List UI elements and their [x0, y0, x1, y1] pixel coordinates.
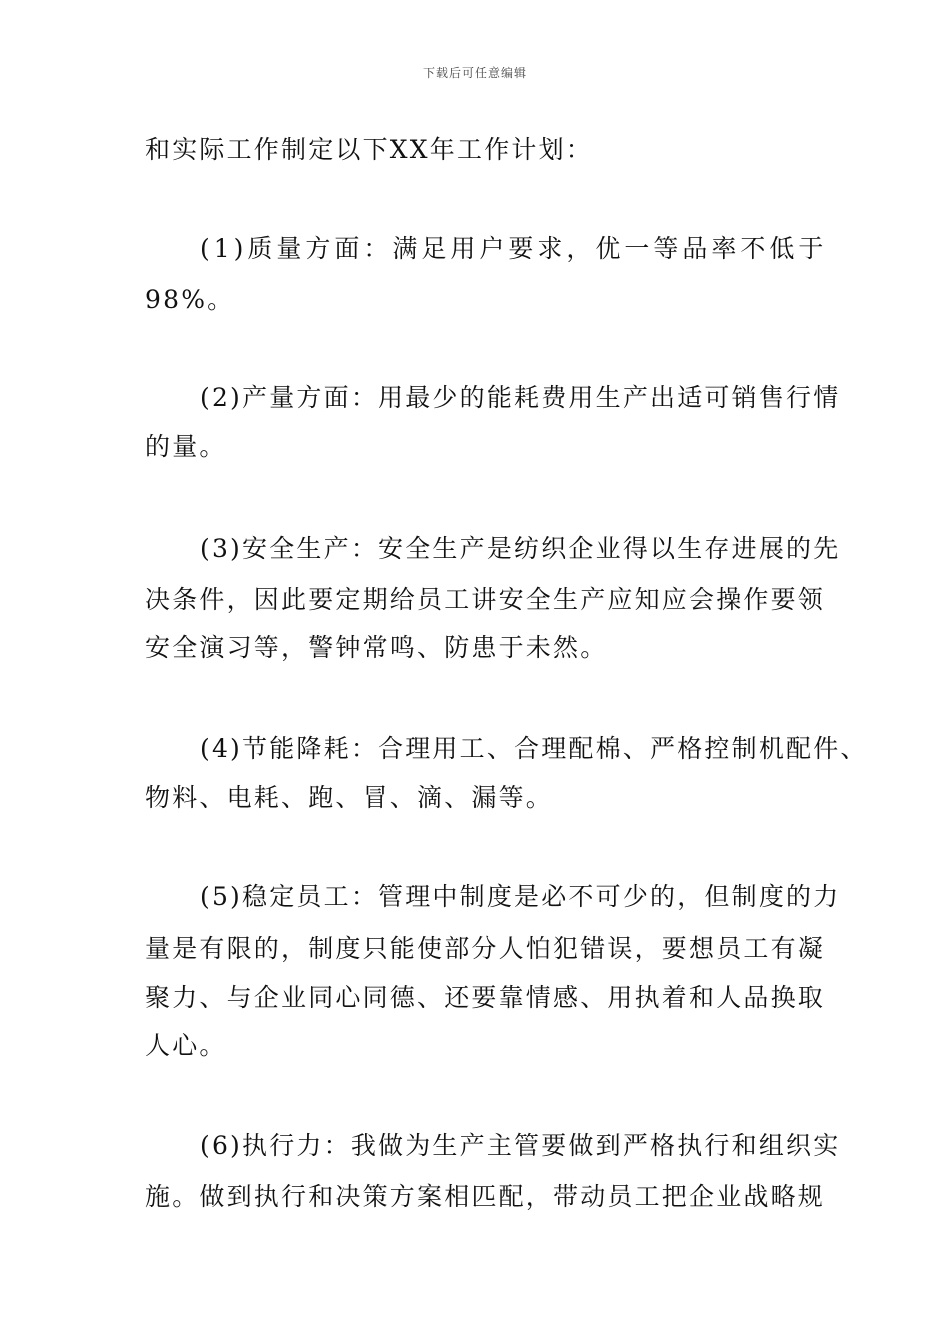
item-5-line-3: 聚力、与企业同心同德、还要靠情感、用执着和人品换取: [145, 983, 826, 1012]
item-1-line-1: (1)质量方面：满足用户要求，优一等品率不低于: [200, 234, 828, 263]
item-2-line-2: 的量。: [145, 432, 227, 461]
item-4-line-1: (4)节能降耗：合理用工、合理配棉、严格控制机配件、: [200, 734, 868, 763]
item-6-line-2: 施。做到执行和决策方案相匹配，带动员工把企业战略规: [145, 1182, 826, 1211]
item-2-line-1: (2)产量方面：用最少的能耗费用生产出适可销售行情: [200, 383, 841, 412]
item-4-line-2: 物料、电耗、跑、冒、滴、漏等。: [145, 783, 554, 812]
item-3-line-2: 决条件，因此要定期给员工讲安全生产应知应会操作要领: [145, 585, 826, 614]
page-header: 下载后可任意编辑: [422, 66, 527, 80]
paragraph-intro-line-1: 和实际工作制定以下XX年工作计划：: [145, 135, 593, 164]
item-5-line-1: (5)稳定员工：管理中制度是必不可少的，但制度的力: [200, 882, 841, 911]
item-6-line-1: (6)执行力：我做为生产主管要做到严格执行和组织实: [200, 1131, 841, 1160]
item-5-line-4: 人心。: [145, 1031, 227, 1060]
item-1-line-2: 98%。: [145, 285, 235, 314]
item-3-line-3: 安全演习等，警钟常鸣、防患于未然。: [145, 633, 608, 662]
item-3-line-1: (3)安全生产：安全生产是纺织企业得以生存进展的先: [200, 534, 841, 563]
item-5-line-2: 量是有限的，制度只能使部分人怕犯错误，要想员工有凝: [145, 934, 826, 963]
